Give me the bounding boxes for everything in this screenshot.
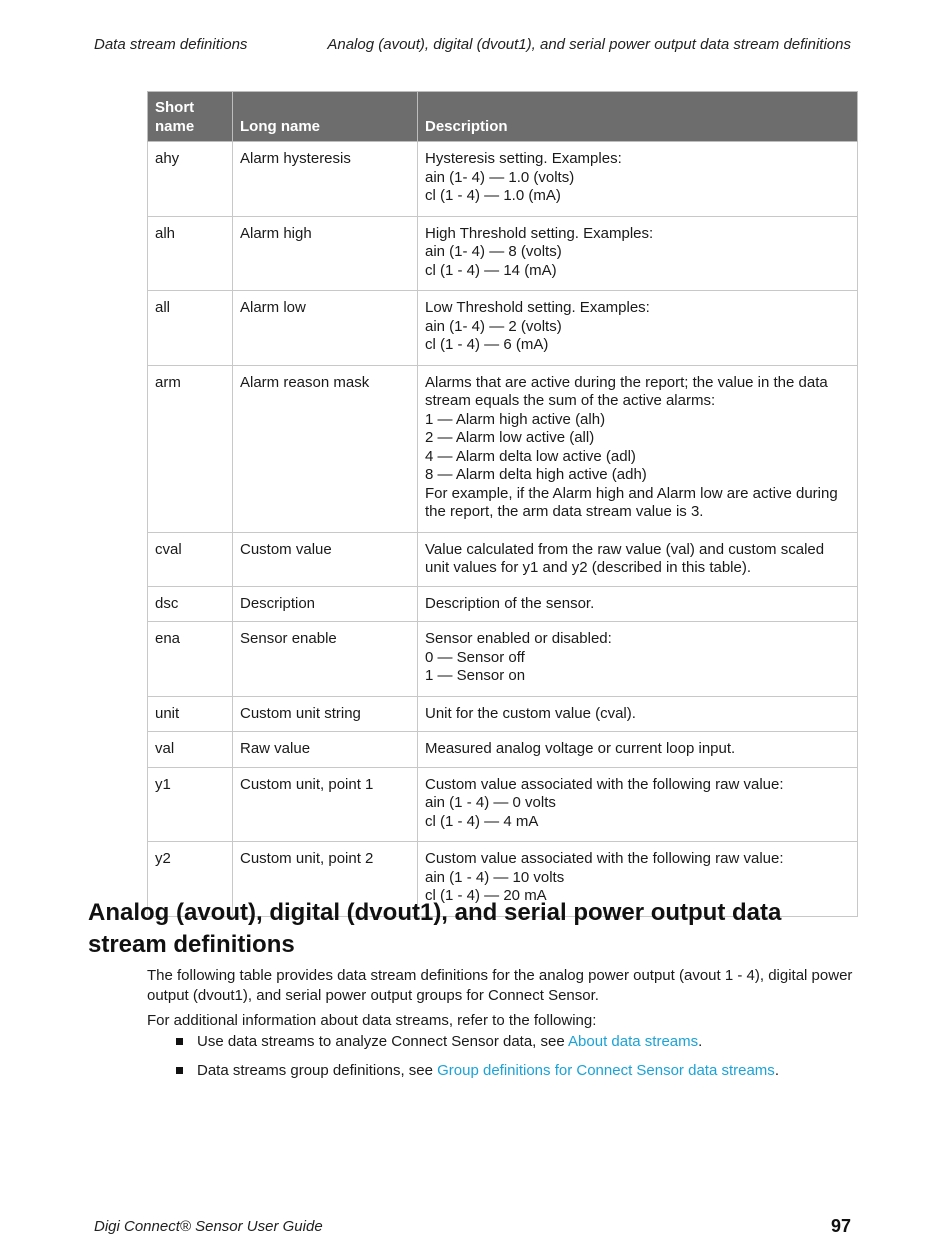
description-cell — [418, 732, 858, 768]
table-row — [148, 767, 858, 842]
column-header-short-name — [148, 92, 233, 142]
description-line: cl (1 - 4) — 6 (mA) — [425, 336, 549, 353]
description-line: cl (1 - 4) — 4 mA — [425, 812, 539, 830]
description-line: cl (1 - 4) — 14 (mA) — [425, 261, 557, 279]
table-row — [148, 532, 858, 586]
table-row — [148, 622, 858, 697]
table-row — [148, 216, 858, 291]
description-line: 1 — Alarm high active (alh) — [425, 410, 606, 428]
long-name-cell: Custom unit string — [233, 696, 418, 732]
long-name-cell: Description — [233, 586, 418, 622]
data-stream-table — [147, 91, 858, 917]
short-name-cell: ahy — [148, 142, 233, 217]
table-row — [148, 696, 858, 732]
short-name-cell: unit — [148, 696, 233, 732]
long-name-cell: Custom value — [233, 532, 418, 586]
description-line: ain (1- 4) — 1.0 (volts) — [425, 168, 575, 186]
description-line: 4 — Alarm delta low active (adl) — [425, 447, 636, 465]
description-line: Measured analog voltage or current loop input. — [425, 740, 736, 757]
description-line: Sensor enabled or disabled: — [425, 630, 612, 647]
description-cell — [418, 142, 858, 217]
long-name-cell: Alarm high — [233, 216, 418, 291]
column-header-label: Short name — [155, 99, 195, 135]
table-header-row — [148, 92, 858, 142]
description-line: ain (1- 4) — 2 (volts) — [425, 317, 562, 335]
table-row — [148, 142, 858, 217]
description-cell — [418, 291, 858, 366]
description-line: High Threshold setting. Examples: — [425, 224, 654, 242]
description-cell — [418, 696, 858, 732]
description-line: Hysteresis setting. Examples: — [425, 150, 622, 167]
description-line: 1 — Sensor on — [425, 667, 526, 684]
description-line: Description of the sensor. — [425, 594, 595, 612]
description-line: 8 — Alarm delta high active (adh) — [425, 466, 647, 483]
short-name-cell: arm — [148, 365, 233, 532]
bullet-icon — [176, 1067, 183, 1074]
description-line: For example, if the Alarm high and Alarm low are active during the report, the arm data stream value is 3. — [425, 484, 838, 520]
section-heading: Analog (avout), digital (dvout1), and serial power output data stream definitions — [88, 899, 782, 958]
intro-paragraph: The following table provides data stream definitions for the analog power output (avout 1 - 4), digital power output (dvout1), and serial power output groups for Connect Sensor. — [147, 967, 853, 1004]
column-header-long-name: Long name — [233, 92, 418, 142]
group-definitions-link[interactable]: Group definitions for Connect Sensor data streams — [437, 1062, 775, 1079]
description-line: ain (1 - 4) — 10 volts — [425, 868, 565, 886]
description-line: Custom value associated with the following raw value: — [425, 775, 784, 793]
short-name-cell: cval — [148, 532, 233, 586]
footer-title: Digi Connect® Sensor User Guide — [94, 1218, 323, 1235]
about-data-streams-link[interactable]: About data streams — [568, 1033, 699, 1050]
reference-list — [176, 1032, 866, 1090]
column-header-description: Description — [418, 92, 858, 142]
table-row — [148, 291, 858, 366]
short-name-cell: all — [148, 291, 233, 366]
long-name-cell: Custom unit, point 2 — [233, 842, 418, 917]
short-name-cell: dsc — [148, 586, 233, 622]
description-cell — [418, 532, 858, 586]
description-cell — [418, 365, 858, 532]
table-row — [148, 586, 858, 622]
long-name-cell: Raw value — [233, 732, 418, 768]
short-name-cell: alh — [148, 216, 233, 291]
description-line: ain (1 - 4) — 0 volts — [425, 794, 556, 811]
short-name-cell: y1 — [148, 767, 233, 842]
bullet-text: Use data streams to analyze Connect Sensor data, see — [197, 1033, 569, 1050]
description-line: Value calculated from the raw value (val) and custom scaled unit values for y1 and y2 (described in this table). — [425, 540, 825, 576]
description-line: 2 — Alarm low active (all) — [425, 429, 595, 446]
running-header-left: Data stream definitions — [94, 36, 248, 53]
reference-paragraph: For additional information about data streams, refer to the following: — [147, 1012, 597, 1029]
table-row — [148, 365, 858, 532]
description-line: Low Threshold setting. Examples: — [425, 299, 650, 316]
description-cell — [418, 767, 858, 842]
description-line: ain (1- 4) — 8 (volts) — [425, 243, 562, 260]
list-item — [176, 1032, 866, 1052]
bullet-suffix: . — [698, 1033, 703, 1050]
long-name-cell: Custom unit, point 1 — [233, 767, 418, 842]
long-name-cell: Sensor enable — [233, 622, 418, 697]
running-header-right: Analog (avout), digital (dvout1), and serial power output data stream definitions — [327, 36, 851, 53]
description-line: Alarms that are active during the report; the value in the data stream equals the sum of the active alarms: — [425, 373, 828, 409]
bullet-text: Data streams group definitions, see — [197, 1062, 438, 1079]
short-name-cell: val — [148, 732, 233, 768]
description-line: 0 — Sensor off — [425, 648, 525, 666]
short-name-cell: ena — [148, 622, 233, 697]
description-line: Unit for the custom value (cval). — [425, 704, 636, 722]
description-cell — [418, 586, 858, 622]
description-cell — [418, 216, 858, 291]
bullet-icon — [176, 1038, 183, 1045]
table-body — [148, 142, 858, 917]
page-number: 97 — [830, 1216, 851, 1236]
long-name-cell: Alarm reason mask — [233, 365, 418, 532]
long-name-cell: Alarm hysteresis — [233, 142, 418, 217]
description-line: Custom value associated with the following raw value: — [425, 850, 784, 867]
table-row — [148, 732, 858, 768]
description-cell — [418, 622, 858, 697]
description-line: cl (1 - 4) — 20 mA — [425, 887, 547, 904]
description-line: cl (1 - 4) — 1.0 (mA) — [425, 187, 561, 204]
bullet-suffix: . — [774, 1062, 779, 1079]
long-name-cell: Alarm low — [233, 291, 418, 366]
list-item — [176, 1061, 866, 1081]
short-name-cell: y2 — [148, 842, 233, 917]
